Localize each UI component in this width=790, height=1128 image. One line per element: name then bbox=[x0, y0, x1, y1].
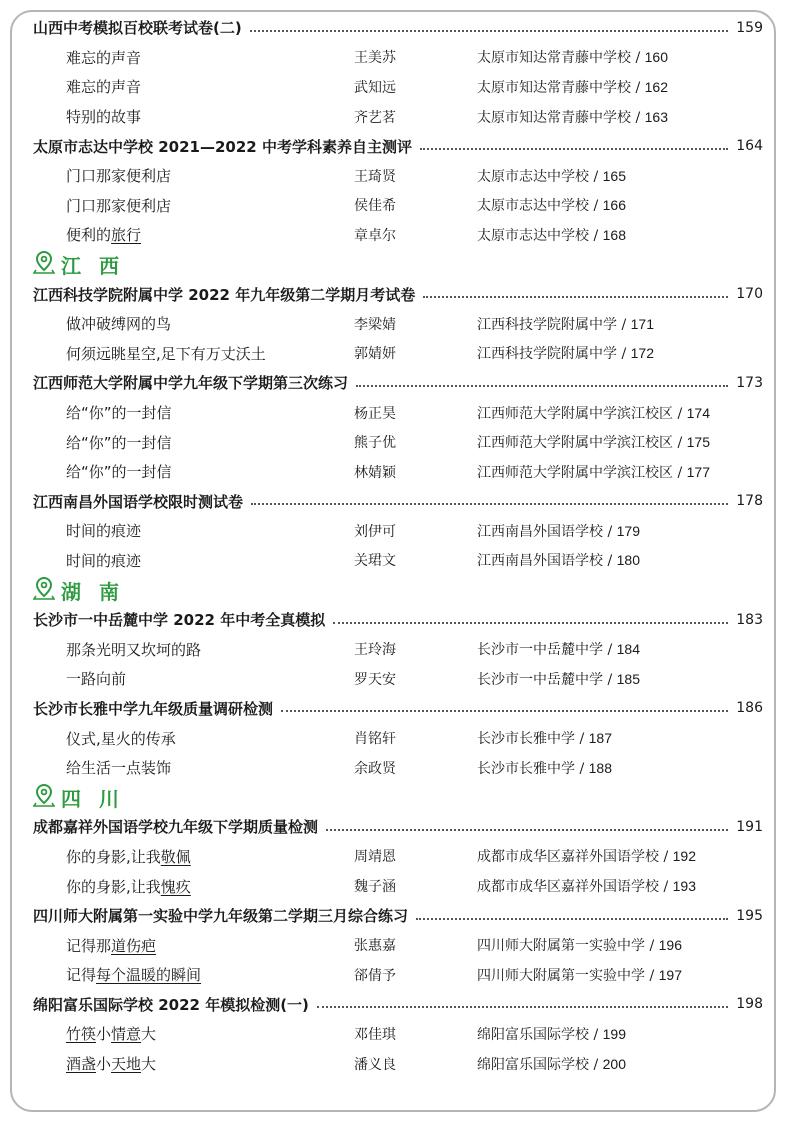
section-heading bbox=[33, 812, 763, 842]
page-number: 200 bbox=[602, 1055, 626, 1072]
essay-title-part: 门口那家便利店 bbox=[66, 196, 172, 215]
section-heading bbox=[33, 605, 763, 635]
essay-title-part: 给“你”的一封信 bbox=[66, 433, 172, 452]
essay-title bbox=[33, 461, 354, 482]
author-name: 肖铭轩 bbox=[354, 731, 396, 748]
school-label: 成都市成华区嘉祥外国语学校 bbox=[477, 849, 659, 866]
author-name: 武知远 bbox=[354, 79, 396, 96]
page-number: 195 bbox=[736, 907, 763, 924]
page-number: 168 bbox=[602, 226, 626, 243]
school-name: 绵阳富乐国际学校 / 200 bbox=[477, 1055, 626, 1073]
school-name: 成都市成华区嘉祥外国语学校 / 192 bbox=[477, 848, 696, 866]
section-title: 四川师大附属第一实验中学九年级第二学期三月综合练习 bbox=[33, 907, 409, 926]
region-name: 湖南 bbox=[61, 579, 137, 604]
school-label: 江西师范大学附属中学滨江校区 bbox=[477, 464, 673, 481]
list-item bbox=[33, 930, 763, 960]
author-name: 李梁婧 bbox=[354, 316, 396, 333]
section-title: 长沙市长雅中学九年级质量调研检测 bbox=[33, 699, 274, 718]
section-title: 长沙市一中岳麓中学 2022 年中考全真模拟 bbox=[33, 611, 326, 630]
essay-title bbox=[33, 520, 354, 541]
list-item bbox=[33, 842, 763, 872]
author-name: 刘伊可 bbox=[354, 523, 396, 540]
essay-title bbox=[33, 402, 354, 423]
page-number: 178 bbox=[736, 493, 763, 510]
essay-title bbox=[33, 195, 354, 216]
essay-title-part: 难忘的声音 bbox=[66, 78, 142, 97]
section-title: 江西南昌外国语学校限时测试卷 bbox=[33, 492, 244, 511]
list-item bbox=[33, 723, 763, 753]
essay-title-part: 给“你”的一封信 bbox=[66, 404, 172, 423]
author-name: 潘义良 bbox=[354, 1056, 396, 1073]
location-pin-icon bbox=[33, 783, 61, 812]
list-item bbox=[33, 664, 763, 694]
school-label: 太原市志达中学校 bbox=[477, 227, 589, 244]
essay-title-part: 一路向前 bbox=[66, 670, 127, 689]
essay-title-part: 竹筷 bbox=[66, 1025, 97, 1044]
school-label: 长沙市长雅中学 bbox=[477, 731, 575, 748]
essay-title bbox=[33, 639, 354, 660]
school-label: 太原市志达中学校 bbox=[477, 168, 589, 185]
list-item bbox=[33, 457, 763, 487]
essay-title bbox=[33, 343, 354, 364]
school-label: 长沙市一中岳麓中学 bbox=[477, 642, 603, 659]
school-label: 四川师大附属第一实验中学 bbox=[477, 967, 645, 984]
leader-dots bbox=[326, 829, 728, 831]
page-number: 179 bbox=[616, 522, 640, 539]
school-name: 成都市成华区嘉祥外国语学校 / 193 bbox=[477, 878, 696, 896]
school-name: 江西师范大学附属中学滨江校区 / 177 bbox=[477, 463, 710, 481]
page-number: 159 bbox=[736, 19, 763, 36]
list-item bbox=[33, 43, 763, 73]
essay-title bbox=[33, 668, 354, 689]
essay-title bbox=[33, 106, 354, 127]
school-name: 长沙市长雅中学 / 187 bbox=[477, 730, 612, 748]
essay-title-part: 你的身影,让我 bbox=[66, 847, 161, 866]
essay-title-part: 天地 bbox=[111, 1055, 142, 1074]
page-number: 177 bbox=[686, 463, 710, 480]
leader-dots bbox=[281, 710, 728, 712]
author-name: 张惠嘉 bbox=[354, 938, 396, 955]
list-item bbox=[33, 427, 763, 457]
section-heading bbox=[33, 279, 763, 309]
region-heading bbox=[33, 575, 763, 605]
author-name: 郤倩予 bbox=[354, 967, 396, 984]
school-label: 成都市成华区嘉祥外国语学校 bbox=[477, 879, 659, 896]
school-name: 绵阳富乐国际学校 / 199 bbox=[477, 1025, 626, 1043]
school-name: 长沙市一中岳麓中学 / 184 bbox=[477, 641, 640, 659]
school-label: 长沙市长雅中学 bbox=[477, 760, 575, 777]
author-name: 邓佳琪 bbox=[354, 1026, 396, 1043]
section-heading bbox=[33, 990, 763, 1020]
essay-title bbox=[33, 313, 354, 334]
section-heading bbox=[33, 13, 763, 43]
list-item bbox=[33, 220, 763, 250]
school-label: 太原市知达常青藤中学校 bbox=[477, 79, 631, 96]
page-number: 199 bbox=[602, 1025, 626, 1042]
leader-dots bbox=[420, 148, 728, 150]
page-number: 185 bbox=[616, 670, 640, 687]
school-label: 江西师范大学附属中学滨江校区 bbox=[477, 405, 673, 422]
section-title: 江西科技学院附属中学 2022 年九年级第二学期月考试卷 bbox=[33, 285, 416, 304]
essay-title bbox=[33, 935, 354, 956]
essay-title-part: 特别的故事 bbox=[66, 108, 142, 127]
essay-title-part: 小 bbox=[96, 1025, 112, 1044]
essay-title-part: 道伤疤 bbox=[111, 936, 157, 955]
school-label: 绵阳富乐国际学校 bbox=[477, 1056, 589, 1073]
page-number: 172 bbox=[630, 345, 654, 362]
page-number: 198 bbox=[736, 996, 763, 1013]
section-title: 江西师范大学附属中学九年级下学期第三次练习 bbox=[33, 374, 349, 393]
essay-title bbox=[33, 846, 354, 867]
region-name: 江西 bbox=[61, 254, 137, 279]
author-name: 王琦贤 bbox=[354, 168, 396, 185]
page-number: 186 bbox=[736, 700, 763, 717]
essay-title-part: 门口那家便利店 bbox=[66, 167, 172, 186]
school-label: 太原市志达中学校 bbox=[477, 198, 589, 215]
section-heading bbox=[33, 131, 763, 161]
page-number: 188 bbox=[588, 759, 612, 776]
school-name: 长沙市一中岳麓中学 / 185 bbox=[477, 670, 640, 688]
page-number: 171 bbox=[630, 315, 654, 332]
page-number: 170 bbox=[736, 286, 763, 303]
author-name: 关珺文 bbox=[354, 553, 396, 570]
page-number: 174 bbox=[686, 404, 710, 421]
essay-title-part: 你的身影,让我 bbox=[66, 877, 161, 896]
list-item bbox=[33, 546, 763, 576]
list-item bbox=[33, 1049, 763, 1079]
author-name: 杨正昊 bbox=[354, 405, 396, 422]
page-number: 197 bbox=[658, 966, 682, 983]
page-number: 187 bbox=[588, 730, 612, 747]
list-item bbox=[33, 339, 763, 369]
school-name: 长沙市长雅中学 / 188 bbox=[477, 759, 612, 777]
school-name: 太原市知达常青藤中学校 / 162 bbox=[477, 78, 668, 96]
list-item bbox=[33, 871, 763, 901]
list-item bbox=[33, 102, 763, 132]
section-title: 绵阳富乐国际学校 2022 年模拟检测(一) bbox=[33, 995, 309, 1014]
author-name: 王玲海 bbox=[354, 642, 396, 659]
author-name: 周靖恩 bbox=[354, 849, 396, 866]
essay-title-part: 小 bbox=[96, 1055, 112, 1074]
school-name: 江西师范大学附属中学滨江校区 / 175 bbox=[477, 434, 710, 452]
author-name: 魏子涵 bbox=[354, 879, 396, 896]
school-label: 太原市知达常青藤中学校 bbox=[477, 50, 631, 67]
school-label: 江西科技学院附属中学 bbox=[477, 316, 617, 333]
author-name: 罗天安 bbox=[354, 671, 396, 688]
essay-title-part: 给“你”的一封信 bbox=[66, 463, 172, 482]
essay-title-part: 便利的 bbox=[66, 226, 112, 245]
section-heading bbox=[33, 487, 763, 517]
school-label: 江西南昌外国语学校 bbox=[477, 553, 603, 570]
table-of-contents bbox=[33, 13, 763, 1078]
location-pin-icon bbox=[33, 250, 61, 279]
page-number: 175 bbox=[686, 434, 710, 451]
leader-dots bbox=[250, 30, 729, 32]
school-name: 江西南昌外国语学校 / 180 bbox=[477, 552, 640, 570]
school-name: 江西科技学院附属中学 / 172 bbox=[477, 345, 654, 363]
author-name: 余政贤 bbox=[354, 760, 396, 777]
page-number: 180 bbox=[616, 552, 640, 569]
school-name: 四川师大附属第一实验中学 / 197 bbox=[477, 966, 682, 984]
essay-title bbox=[33, 757, 354, 778]
list-item bbox=[33, 1019, 763, 1049]
school-name: 太原市志达中学校 / 168 bbox=[477, 226, 626, 244]
essay-title bbox=[33, 224, 354, 245]
school-name: 江西科技学院附属中学 / 171 bbox=[477, 315, 654, 333]
school-name: 太原市志达中学校 / 165 bbox=[477, 167, 626, 185]
list-item bbox=[33, 309, 763, 339]
region-heading bbox=[33, 782, 763, 812]
page-number: 173 bbox=[736, 374, 763, 391]
essay-title-part: 仪式,星火的传承 bbox=[66, 729, 176, 748]
page-number: 196 bbox=[658, 937, 682, 954]
essay-title-part: 每个温暖的瞬间 bbox=[96, 966, 202, 985]
essay-title-part: 那条光明又坎坷的路 bbox=[66, 640, 202, 659]
school-label: 四川师大附属第一实验中学 bbox=[477, 938, 645, 955]
author-name: 林婧颖 bbox=[354, 464, 396, 481]
list-item bbox=[33, 960, 763, 990]
leader-dots bbox=[251, 503, 728, 505]
essay-title-part: 做冲破缚网的鸟 bbox=[66, 315, 172, 334]
page-number: 191 bbox=[736, 818, 763, 835]
leader-dots bbox=[356, 385, 728, 387]
leader-dots bbox=[416, 918, 728, 920]
essay-title-part: 酒盏 bbox=[66, 1055, 97, 1074]
school-label: 江西师范大学附属中学滨江校区 bbox=[477, 435, 673, 452]
author-name: 王美苏 bbox=[354, 50, 396, 67]
essay-title bbox=[33, 1053, 354, 1074]
essay-title-part: 情意 bbox=[111, 1025, 142, 1044]
essay-title bbox=[33, 1023, 354, 1044]
essay-title-part: 记得那 bbox=[66, 936, 112, 955]
essay-title bbox=[33, 876, 354, 897]
school-name: 太原市志达中学校 / 166 bbox=[477, 197, 626, 215]
page-number: 162 bbox=[644, 78, 668, 95]
page-number: 165 bbox=[602, 167, 626, 184]
author-name: 齐艺茗 bbox=[354, 109, 396, 126]
author-name: 侯佳希 bbox=[354, 198, 396, 215]
essay-title bbox=[33, 165, 354, 186]
leader-dots bbox=[317, 1006, 728, 1008]
page-number: 164 bbox=[736, 138, 763, 155]
list-item bbox=[33, 72, 763, 102]
school-name: 江西师范大学附属中学滨江校区 / 174 bbox=[477, 404, 710, 422]
essay-title-part: 时间的痕迹 bbox=[66, 551, 142, 570]
list-item bbox=[33, 634, 763, 664]
page-number: 192 bbox=[672, 848, 696, 865]
essay-title-part: 记得 bbox=[66, 966, 97, 985]
essay-title bbox=[33, 47, 354, 68]
essay-title-part: 大 bbox=[141, 1025, 157, 1044]
essay-title bbox=[33, 964, 354, 985]
essay-title-part: 敬佩 bbox=[160, 847, 191, 866]
page-number: 160 bbox=[644, 49, 668, 66]
region-heading bbox=[33, 250, 763, 280]
page-number: 166 bbox=[602, 197, 626, 214]
list-item bbox=[33, 191, 763, 221]
page-number: 163 bbox=[644, 108, 668, 125]
school-label: 绵阳富乐国际学校 bbox=[477, 1026, 589, 1043]
leader-dots bbox=[423, 296, 728, 298]
section-title: 成都嘉祥外国语学校九年级下学期质量检测 bbox=[33, 818, 319, 837]
school-name: 四川师大附属第一实验中学 / 196 bbox=[477, 937, 682, 955]
page-number: 193 bbox=[672, 878, 696, 895]
section-heading bbox=[33, 368, 763, 398]
essay-title bbox=[33, 728, 354, 749]
school-name: 江西南昌外国语学校 / 179 bbox=[477, 522, 640, 540]
essay-title-part: 旅行 bbox=[111, 226, 142, 245]
essay-title bbox=[33, 76, 354, 97]
page-number: 184 bbox=[616, 641, 640, 658]
list-item bbox=[33, 516, 763, 546]
essay-title-part: 给生活一点装饰 bbox=[66, 759, 172, 778]
page-number: 183 bbox=[736, 611, 763, 628]
author-name: 章卓尔 bbox=[354, 227, 396, 244]
section-heading bbox=[33, 901, 763, 931]
essay-title-part: 大 bbox=[141, 1055, 157, 1074]
school-label: 江西南昌外国语学校 bbox=[477, 523, 603, 540]
section-title: 山西中考模拟百校联考试卷(二) bbox=[33, 19, 242, 38]
school-label: 江西科技学院附属中学 bbox=[477, 346, 617, 363]
region-name: 四川 bbox=[61, 786, 137, 811]
list-item bbox=[33, 398, 763, 428]
school-label: 太原市知达常青藤中学校 bbox=[477, 109, 631, 126]
list-item bbox=[33, 161, 763, 191]
location-pin-icon bbox=[33, 576, 61, 605]
essay-title bbox=[33, 550, 354, 571]
section-title: 太原市志达中学校 2021—2022 中考学科素养自主测评 bbox=[33, 137, 412, 156]
author-name: 熊子优 bbox=[354, 435, 396, 452]
school-name: 太原市知达常青藤中学校 / 163 bbox=[477, 108, 668, 126]
school-label: 长沙市一中岳麓中学 bbox=[477, 671, 603, 688]
section-heading bbox=[33, 694, 763, 724]
essay-title-part: 时间的痕迹 bbox=[66, 522, 142, 541]
essay-title-part: 何须远眺星空,足下有万丈沃土 bbox=[66, 344, 266, 363]
essay-title-part: 愧疚 bbox=[160, 877, 191, 896]
essay-title bbox=[33, 432, 354, 453]
essay-title-part: 难忘的声音 bbox=[66, 48, 142, 67]
author-name: 郭婧妍 bbox=[354, 346, 396, 363]
school-name: 太原市知达常青藤中学校 / 160 bbox=[477, 49, 668, 67]
list-item bbox=[33, 753, 763, 783]
leader-dots bbox=[333, 622, 728, 624]
